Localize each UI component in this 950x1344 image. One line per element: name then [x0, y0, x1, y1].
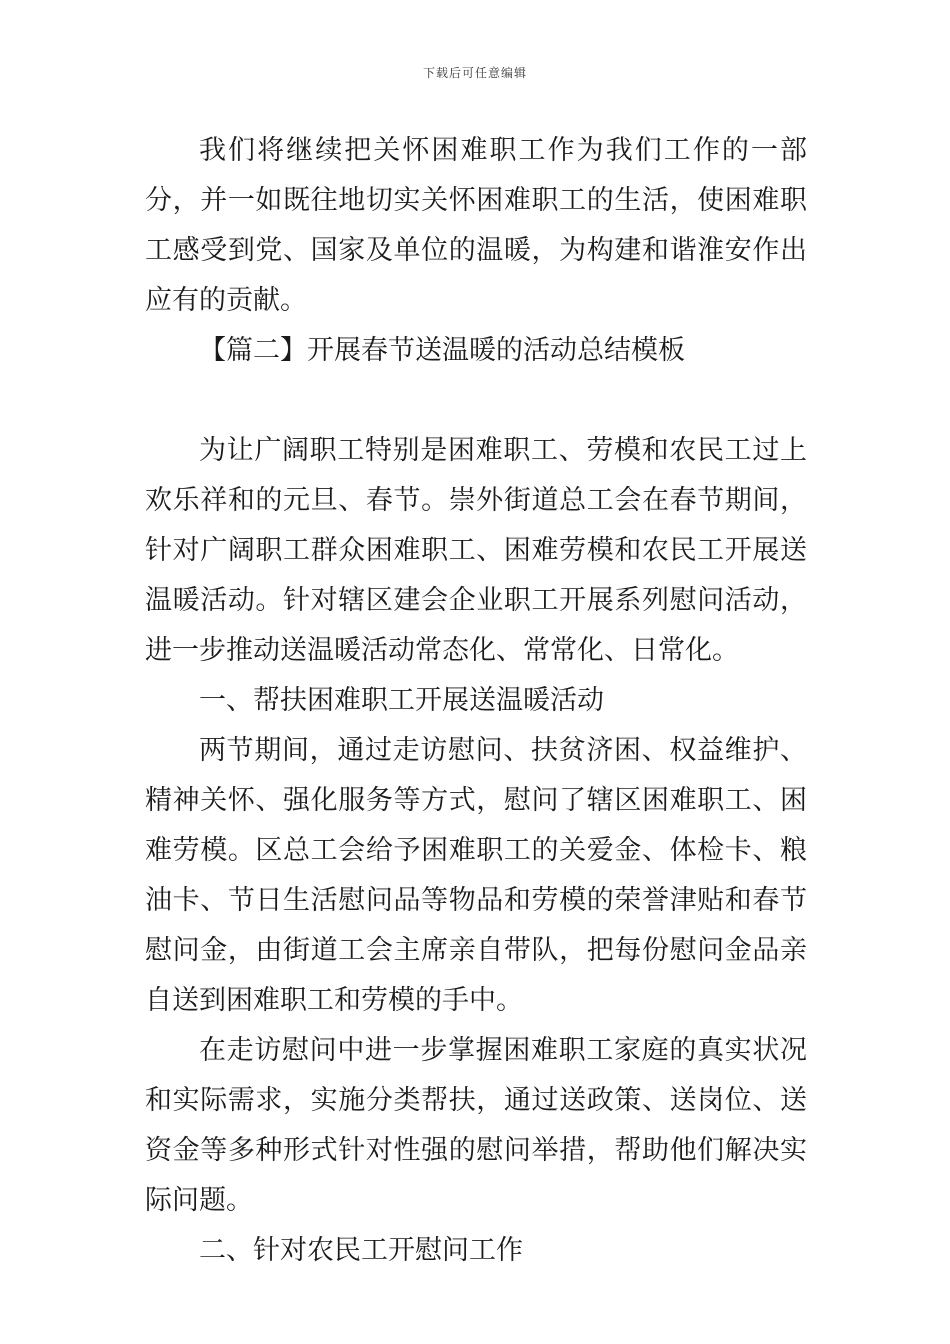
document-body — [145, 126, 807, 1276]
section-title: 【篇二】开展春节送温暖的活动总结模板 — [199, 335, 685, 366]
page-header: 下载后可任意编辑 — [422, 66, 527, 80]
heading-part-one: 一、帮扶困难职工开展送温暖活动 — [199, 685, 604, 716]
paragraph-part-one-followup: 在走访慰问中进一步掌握困难职工家庭的真实状况和实际需求，实施分类帮扶，通过送政策、送岗位、送资金等多种形式针对性强的慰问举措，帮助他们解决实际问题。 — [145, 1035, 807, 1216]
paragraph-closing: 我们将继续把关怀困难职工作为我们工作的一部分，并一如既往地切实关怀困难职工的生活，使困难职工感受到党、国家及单位的温暖，为构建和谐淮安作出应有的贡献。 — [145, 135, 807, 316]
heading-part-two: 二、针对农民工开慰问工作 — [199, 1235, 523, 1266]
paragraph-intro: 为让广阔职工特别是困难职工、劳模和农民工过上欢乐祥和的元旦、春节。崇外街道总工会在春节期间，针对广阔职工群众困难职工、困难劳模和农民工开展送温暖活动。针对辖区建会企业职工开展系列慰问活动，进一步推动送温暖活动常态化、常常化、日常化。 — [145, 435, 807, 666]
paragraph-part-one: 两节期间，通过走访慰问、扶贫济困、权益维护、精神关怀、强化服务等方式，慰问了辖区困难职工、困难劳模。区总工会给予困难职工的关爱金、体检卡、粮油卡、节日生活慰问品等物品和劳模的荣誉津贴和春节慰问金，由街道工会主席亲自带队，把每份慰问金品亲自送到困难职工和劳模的手中。 — [145, 735, 807, 1016]
